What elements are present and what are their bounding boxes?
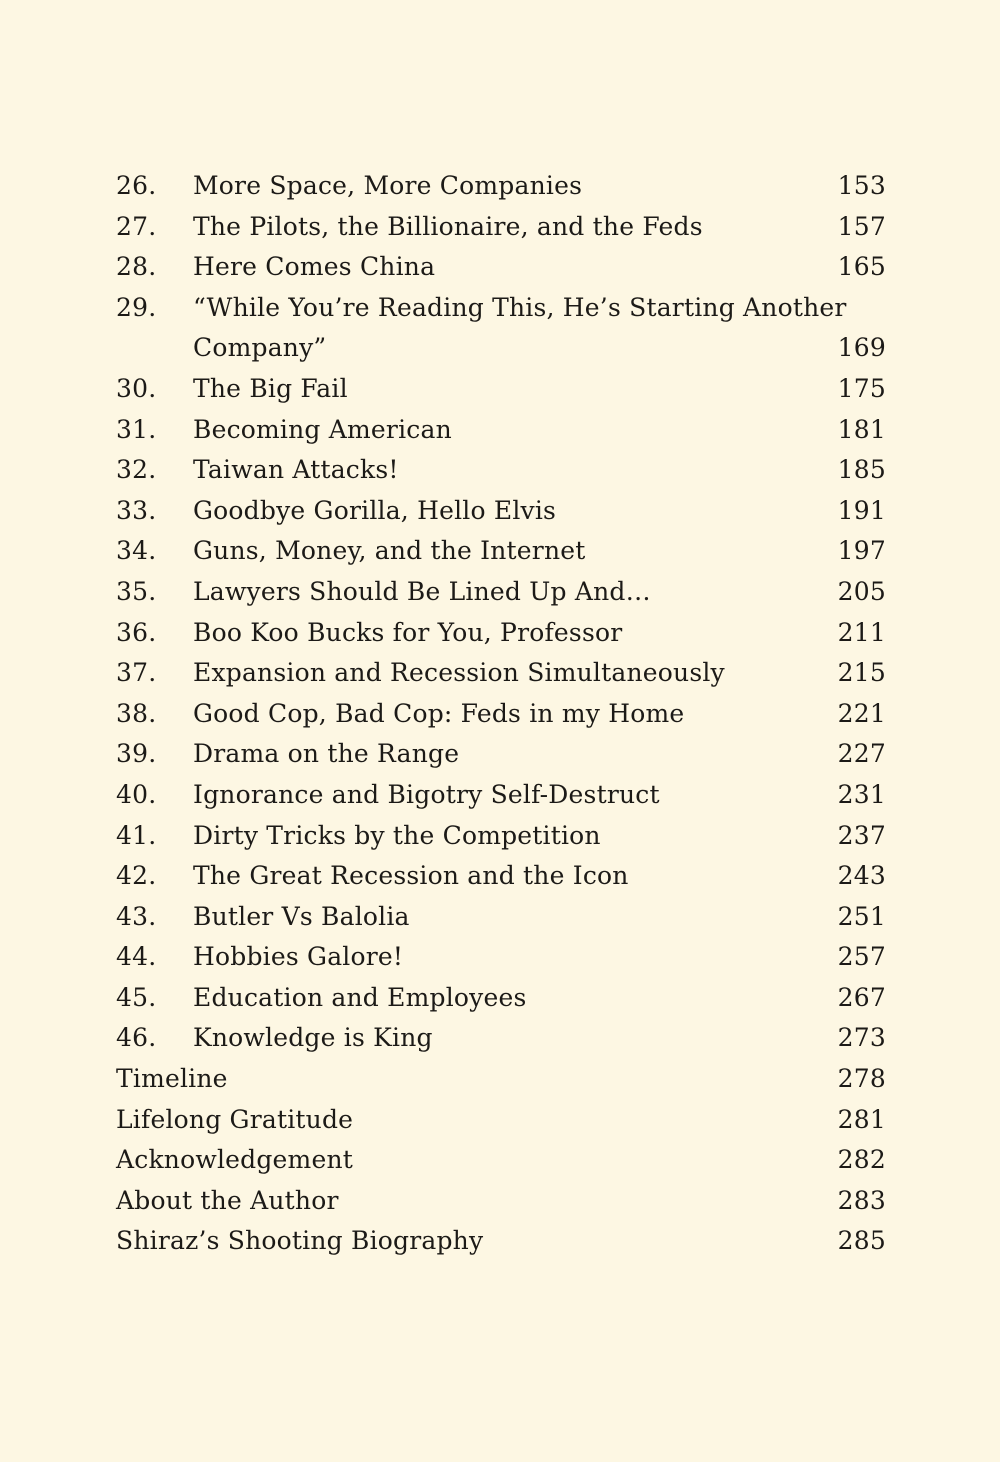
toc-entry-41	[116, 816, 886, 857]
toc-entry-28	[116, 247, 886, 288]
chapter-title: More Space, More Companies	[193, 171, 583, 200]
chapter-number: 46.	[116, 1023, 157, 1053]
chapter-title: Expansion and Recession Simultaneously	[193, 658, 725, 688]
chapter-title: “While You’re Reading This, He’s Starting Another Company”	[193, 292, 847, 363]
chapter-title: Hobbies Galore!	[193, 942, 404, 972]
toc-entry-35	[116, 572, 886, 613]
chapter-number: 26.	[116, 171, 157, 200]
page-number: 175	[837, 373, 886, 403]
toc-entry-45	[116, 978, 886, 1019]
toc-entry-26	[116, 166, 886, 207]
page-number: 243	[837, 861, 886, 891]
toc-entry-29	[116, 288, 886, 369]
chapter-title: Good Cop, Bad Cop: Feds in my Home	[193, 698, 685, 728]
chapter-number: 30.	[116, 373, 157, 403]
page-number: 283	[837, 1185, 886, 1215]
chapter-title: Knowledge is King	[193, 1023, 433, 1053]
chapter-title: Education and Employees	[193, 982, 527, 1012]
toc-entry-46	[116, 1018, 886, 1059]
page-number: 211	[837, 617, 886, 647]
chapter-number: 40.	[116, 779, 157, 809]
chapter-title: Goodbye Gorilla, Hello Elvis	[193, 495, 557, 525]
page-number: 237	[837, 820, 886, 850]
toc-entry-acknowledgement	[116, 1140, 886, 1181]
toc-entry-38	[116, 694, 886, 735]
chapter-number: 37.	[116, 658, 157, 688]
page-number: 267	[837, 982, 886, 1012]
page-number: 191	[837, 495, 886, 525]
page-number: 278	[837, 1064, 886, 1094]
chapter-number: 41.	[116, 820, 157, 850]
chapter-number: 42.	[116, 861, 157, 891]
chapter-title: Here Comes China	[193, 252, 436, 282]
page-number: 169	[837, 333, 886, 363]
page-number: 197	[837, 536, 886, 566]
chapter-number: 28.	[116, 252, 157, 282]
toc-entry-31	[116, 410, 886, 451]
page-number: 227	[837, 739, 886, 769]
chapter-number: 38.	[116, 698, 157, 728]
page-number: 282	[837, 1145, 886, 1175]
chapter-title: The Great Recession and the Icon	[193, 861, 629, 891]
chapter-number: 29.	[116, 292, 157, 322]
chapter-title: Drama on the Range	[193, 739, 460, 769]
toc-entry-37	[116, 653, 886, 694]
chapter-number: 39.	[116, 739, 157, 769]
chapter-number: 43.	[116, 901, 157, 931]
page-number: 205	[837, 576, 886, 606]
chapter-title: Ignorance and Bigotry Self-Destruct	[193, 779, 660, 809]
page-number: 257	[837, 942, 886, 972]
page-number: 251	[837, 901, 886, 931]
toc-entry-timeline	[116, 1059, 886, 1100]
chapter-number: 44.	[116, 942, 157, 972]
chapter-title: Guns, Money, and the Internet	[193, 536, 586, 566]
chapter-number: 36.	[116, 617, 157, 647]
chapter-number: 45.	[116, 982, 157, 1012]
page-number: 165	[837, 252, 886, 282]
chapter-title: Boo Koo Bucks for You, Professor	[193, 617, 623, 647]
chapter-title: Butler Vs Balolia	[193, 901, 410, 931]
chapter-title: The Pilots, the Billionaire, and the Feds	[193, 211, 703, 241]
table-of-contents	[116, 166, 886, 1262]
chapter-title: Lawyers Should Be Lined Up And…	[193, 576, 651, 606]
page-number: 181	[837, 414, 886, 444]
chapter-title: Becoming American	[193, 414, 452, 444]
page-number: 157	[837, 211, 886, 241]
chapter-number: 32.	[116, 455, 157, 485]
chapter-number: 34.	[116, 536, 157, 566]
toc-entry-34	[116, 531, 886, 572]
section-title: Acknowledgement	[116, 1145, 353, 1175]
toc-entry-36	[116, 613, 886, 654]
page-number: 273	[837, 1023, 886, 1053]
page-number: 281	[837, 1104, 886, 1134]
toc-entry-lifelong-gratitude	[116, 1100, 886, 1141]
toc-entry-39	[116, 734, 886, 775]
chapter-number: 27.	[116, 211, 157, 241]
toc-entry-43	[116, 897, 886, 938]
section-title: Lifelong Gratitude	[116, 1104, 354, 1134]
section-title: Timeline	[116, 1064, 228, 1094]
chapter-title: The Big Fail	[193, 373, 348, 403]
toc-entry-about-the-author	[116, 1181, 886, 1222]
toc-entry-42	[116, 856, 886, 897]
toc-entry-30	[116, 369, 886, 410]
page-number: 185	[837, 455, 886, 485]
toc-entry-32	[116, 450, 886, 491]
chapter-title: Taiwan Attacks!	[193, 455, 399, 485]
toc-entry-44	[116, 937, 886, 978]
toc-entry-27	[116, 207, 886, 248]
chapter-number: 31.	[116, 414, 157, 444]
page-number: 215	[837, 658, 886, 688]
toc-entry-shooting-biography	[116, 1221, 886, 1262]
page-number: 231	[837, 779, 886, 809]
page-number: 285	[837, 1226, 886, 1256]
page-number: 153	[837, 171, 886, 200]
chapter-number: 35.	[116, 576, 157, 606]
chapter-number: 33.	[116, 495, 157, 525]
section-title: About the Author	[116, 1185, 339, 1215]
toc-entry-40	[116, 775, 886, 816]
page-number: 221	[837, 698, 886, 728]
toc-entry-33	[116, 491, 886, 532]
chapter-title: Dirty Tricks by the Competition	[193, 820, 601, 850]
section-title: Shiraz’s Shooting Biography	[116, 1226, 484, 1256]
